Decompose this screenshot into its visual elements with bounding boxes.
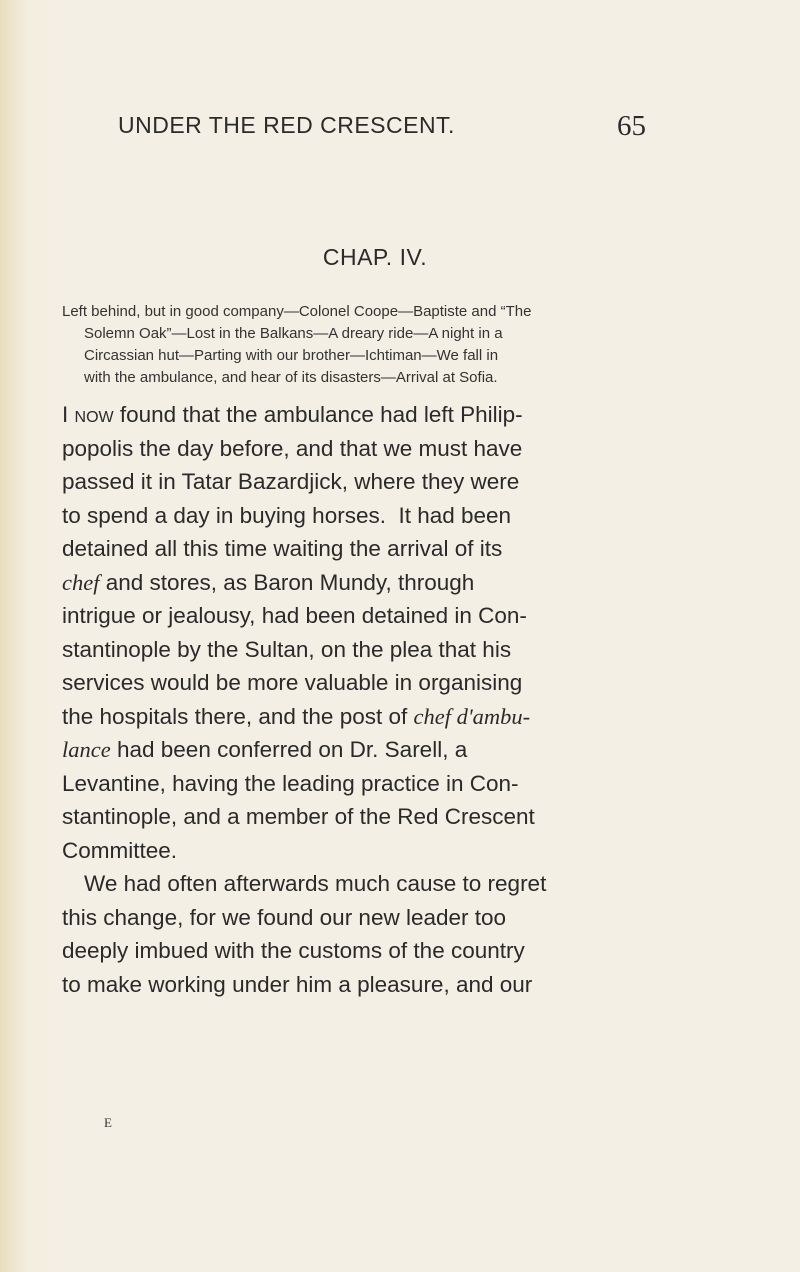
line-text: and stores, as Baron Mundy, through [99, 569, 475, 595]
paragraph-line: services would be more valuable in organising [62, 670, 523, 695]
paragraph-line: to spend a day in buying horses. It had been [62, 502, 512, 528]
paragraph-line: popolis the day before, and that we must have [62, 435, 523, 461]
paragraph-line [62, 700, 672, 734]
italic-term: chef [62, 569, 100, 595]
paragraph-line: stantinople, and a member of the Red Crescent [62, 804, 535, 829]
paragraph-line: this change, for we found our new leader too [62, 904, 507, 930]
signature-mark: E [104, 1115, 112, 1130]
paragraph-line [62, 398, 672, 432]
italic-term: chef d'ambu- [413, 703, 531, 729]
running-head: UNDER THE RED CRESCENT. [118, 112, 455, 138]
paragraph-line: detained all this time waiting the arrival of its [62, 536, 503, 561]
synopsis-line: Circassian hut—Parting with our brother—Ichtiman—We fall in [84, 347, 499, 364]
paragraph-line: We had often afterwards much cause to regret [84, 871, 547, 896]
paragraph-line [62, 733, 672, 767]
chapter-synopsis [62, 301, 666, 389]
paragraph-line: passed it in Tatar Bazardjick, where they were [62, 469, 520, 494]
line-text: found that the ambulance had left Philip- [113, 402, 523, 427]
italic-term: lance [62, 737, 111, 762]
paragraph-line: deeply imbued with the customs of the country [62, 938, 525, 963]
paragraph-line: to make working under him a pleasure, and our [62, 971, 533, 997]
paragraph-line: stantinople by the Sultan, on the plea that his [62, 636, 512, 662]
small-caps-word: now [74, 402, 114, 427]
body-text [62, 398, 672, 1001]
page-number: 65 [617, 110, 646, 142]
synopsis-line: Left behind, but in good company—Colonel Coope—Baptiste and “The [62, 303, 532, 320]
paragraph-line [62, 566, 672, 600]
paragraph-line: intrigue or jealousy, had been detained in Con- [62, 603, 527, 628]
paragraph-line: Levantine, having the leading practice in Con- [62, 770, 519, 796]
chapter-title: CHAP. IV. [322, 244, 428, 270]
synopsis-line: with the ambulance, and hear of its disasters—Arrival at Sofia. [84, 369, 498, 386]
synopsis-line: Solemn Oak”—Lost in the Balkans—A dreary ride—A night in a [84, 325, 503, 342]
drop-initial: I [62, 402, 69, 427]
paragraph-line: Committee. [62, 837, 178, 863]
line-text: had been conferred on Dr. Sarell, a [110, 737, 468, 762]
line-text: the hospitals there, and the post of [62, 703, 414, 729]
